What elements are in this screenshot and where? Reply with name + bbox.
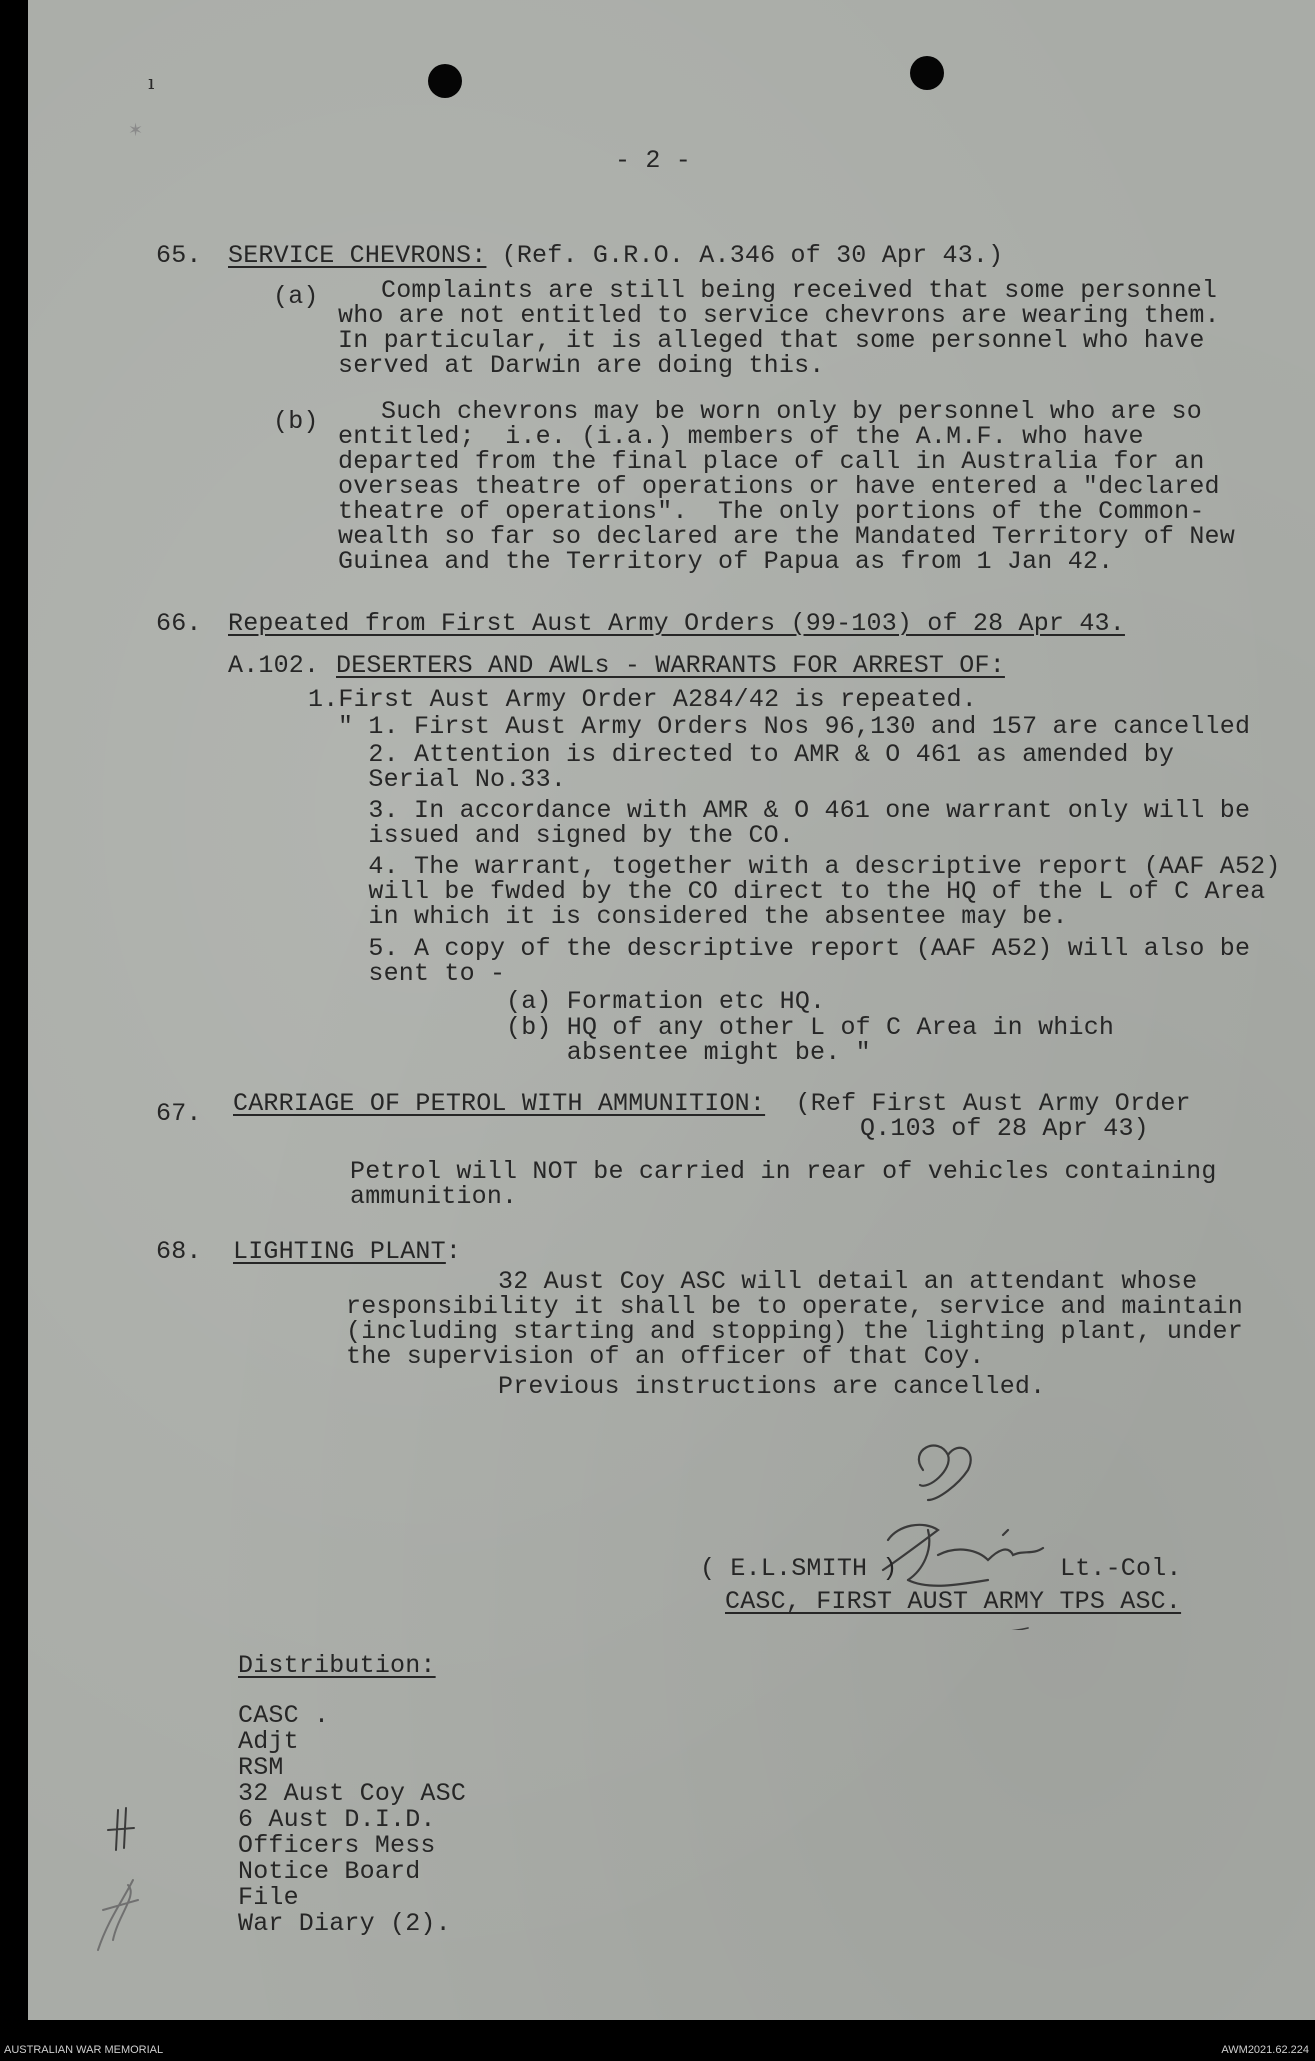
para-line: Previous instructions are cancelled. <box>346 1372 1046 1401</box>
para-line: responsibility it shall be to operate, service and maintain <box>346 1292 1243 1321</box>
para-line: Petrol will NOT be carried in rear of vehicles containing <box>350 1157 1217 1186</box>
section-reference: Q.103 of 28 Apr 43) <box>860 1114 1149 1143</box>
section-title-colon: : <box>445 1237 462 1266</box>
para-line: 32 Aust Coy ASC will detail an attendant whose <box>346 1267 1198 1296</box>
para-line: theatre of operations". The only portions of the Common- <box>338 497 1205 526</box>
order-line: 1.First Aust Army Order A284/42 is repeated. <box>308 685 977 714</box>
para-line: served at Darwin are doing this. <box>338 351 825 380</box>
order-item: 5. A copy of the descriptive report (AAF A52) will also be <box>338 934 1251 963</box>
order-item: in which it is considered the absentee may be. <box>338 902 1068 931</box>
distribution-item: Adjt <box>238 1727 299 1756</box>
order-item: " 1. First Aust Army Orders Nos 96,130 and 157 are cancelled <box>338 712 1251 741</box>
signatory-title: CASC, FIRST AUST ARMY TPS ASC. <box>725 1587 1182 1616</box>
order-item: 4. The warrant, together with a descriptive report (AAF A52) <box>338 852 1281 881</box>
section-heading <box>233 1090 1191 1117</box>
distribution-item: RSM <box>238 1753 284 1782</box>
section-reference: (Ref First Aust Army Order <box>765 1089 1191 1118</box>
para-label: (a) <box>273 282 319 311</box>
pencil-annotation <box>78 1800 158 1960</box>
punch-hole-left <box>428 64 462 98</box>
section-number: 68. <box>156 1237 202 1266</box>
distribution-item: CASC . <box>238 1701 330 1730</box>
document-page <box>28 0 1315 2020</box>
distribution-item: War Diary (2). <box>238 1909 451 1938</box>
order-item: will be fwded by the CO direct to the HQ of the L of C Area <box>338 877 1266 906</box>
order-subitem: (b) HQ of any other L of C Area in which <box>506 1013 1115 1042</box>
para-line: (including starting and stopping) the lighting plant, under <box>346 1317 1243 1346</box>
section-title: SERVICE CHEVRONS: <box>228 241 487 270</box>
section-number: 65. <box>156 241 202 270</box>
order-item: 3. In accordance with AMR & O 461 one warrant only will be <box>338 796 1251 825</box>
footer-reference-number: AWM2021.62.224 <box>1221 2044 1309 2056</box>
order-item: issued and signed by the CO. <box>338 821 795 850</box>
distribution-item: Notice Board <box>238 1857 421 1886</box>
order-number: A.102. <box>228 651 320 680</box>
distribution-item: 6 Aust D.I.D. <box>238 1805 436 1834</box>
distribution-heading: Distribution: <box>238 1651 436 1680</box>
order-item: sent to - <box>338 959 506 988</box>
section-reference: (Ref. G.R.O. A.346 of 30 Apr 43.) <box>486 241 1004 270</box>
para-line: Such chevrons may be worn only by personnel who are so <box>381 397 1202 426</box>
para-line: the supervision of an officer of that Coy. <box>346 1342 985 1371</box>
para-line: ammunition. <box>350 1182 518 1211</box>
para-line: overseas theatre of operations or have entered a "declared <box>338 472 1220 501</box>
order-item: Serial No.33. <box>338 765 567 794</box>
para-line: Guinea and the Territory of Papua as from 1 Jan 42. <box>338 547 1114 576</box>
distribution-item: 32 Aust Coy ASC <box>238 1779 467 1808</box>
pencil-mark: ✶ <box>128 120 144 141</box>
signatory-rank: Lt.-Col. <box>1060 1554 1182 1583</box>
distribution-item: File <box>238 1883 299 1912</box>
distribution-item: Officers Mess <box>238 1831 436 1860</box>
para-line: Complaints are still being received that some personnel <box>381 276 1218 305</box>
para-line: wealth so far so declared are the Mandated Territory of New <box>338 522 1235 551</box>
section-heading <box>233 1238 461 1265</box>
para-line: In particular, it is alleged that some personnel who have <box>338 326 1205 355</box>
order-subitem: (a) Formation etc HQ. <box>506 987 826 1016</box>
para-line: departed from the final place of call in Australia for an <box>338 447 1205 476</box>
para-line: who are not entitled to service chevrons are wearing them. <box>338 301 1220 330</box>
footer-archive-name: AUSTRALIAN WAR MEMORIAL <box>4 2044 164 2056</box>
order-item: 2. Attention is directed to AMR & O 461 as amended by <box>338 740 1175 769</box>
punch-hole-right <box>910 56 944 90</box>
para-label: (b) <box>273 407 319 436</box>
order-title: DESERTERS AND AWLs - WARRANTS FOR ARREST OF: <box>336 651 1005 680</box>
order-subitem: absentee might be. " <box>506 1038 871 1067</box>
section-title: Repeated from First Aust Army Orders (99-103) of 28 Apr 43. <box>228 609 1125 638</box>
section-heading <box>228 242 1003 269</box>
page-number: - 2 - <box>615 146 692 175</box>
section-title: CARRIAGE OF PETROL WITH AMMUNITION: <box>233 1089 766 1118</box>
section-title: LIGHTING PLANT <box>233 1237 446 1266</box>
pencil-mark: ı <box>148 70 155 94</box>
section-number: 67. <box>156 1099 202 1128</box>
section-number: 66. <box>156 609 202 638</box>
para-line: entitled; i.e. (i.a.) members of the A.M.F. who have <box>338 422 1144 451</box>
signatory-name: ( E.L.SMITH ) <box>700 1554 898 1583</box>
